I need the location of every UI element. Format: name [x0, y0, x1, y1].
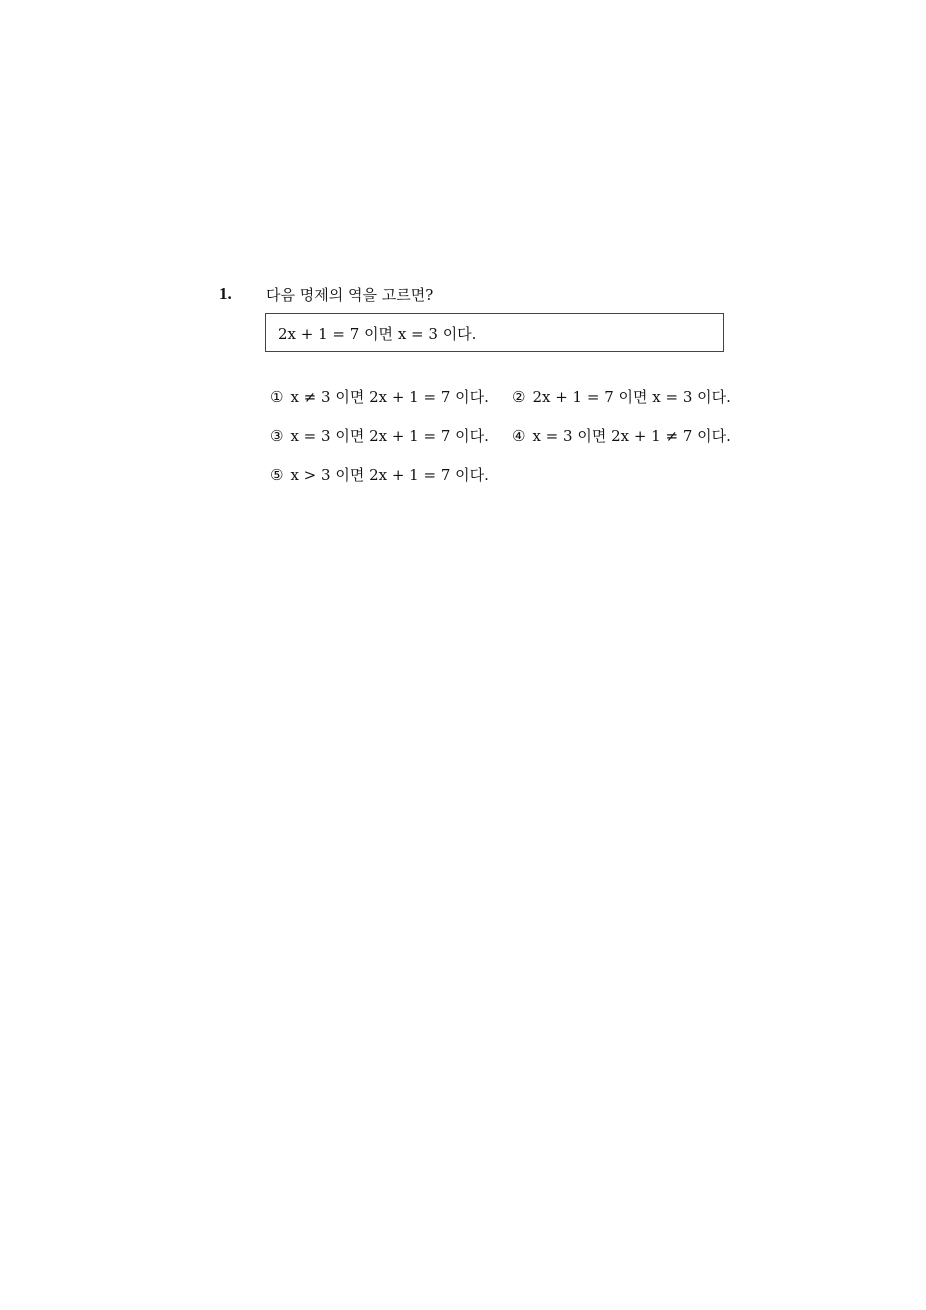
question-number: 1. [219, 284, 232, 303]
proposition-text: 2x + 1 = 7 이면 x = 3 이다. [278, 325, 477, 343]
choice-marker: ④ [512, 427, 526, 445]
choice-marker: ⑤ [270, 466, 284, 484]
choice-text: x = 3 이면 2x + 1 = 7 이다. [290, 427, 489, 445]
choice-3[interactable] [270, 426, 489, 446]
proposition-box [265, 313, 724, 352]
choice-text: x > 3 이면 2x + 1 = 7 이다. [290, 466, 489, 484]
choice-5[interactable] [270, 465, 489, 485]
choice-marker: ③ [270, 427, 284, 445]
choice-marker: ② [512, 388, 526, 406]
choice-text: 2x + 1 = 7 이면 x = 3 이다. [532, 388, 731, 406]
choice-2[interactable] [512, 387, 731, 407]
choice-marker: ① [270, 388, 284, 406]
choice-text: x ≠ 3 이면 2x + 1 = 7 이다. [290, 388, 489, 406]
choice-text: x = 3 이면 2x + 1 ≠ 7 이다. [532, 427, 731, 445]
choice-4[interactable] [512, 426, 731, 446]
choice-1[interactable] [270, 387, 489, 407]
question-prompt: 다음 명제의 역을 고르면? [266, 286, 434, 304]
